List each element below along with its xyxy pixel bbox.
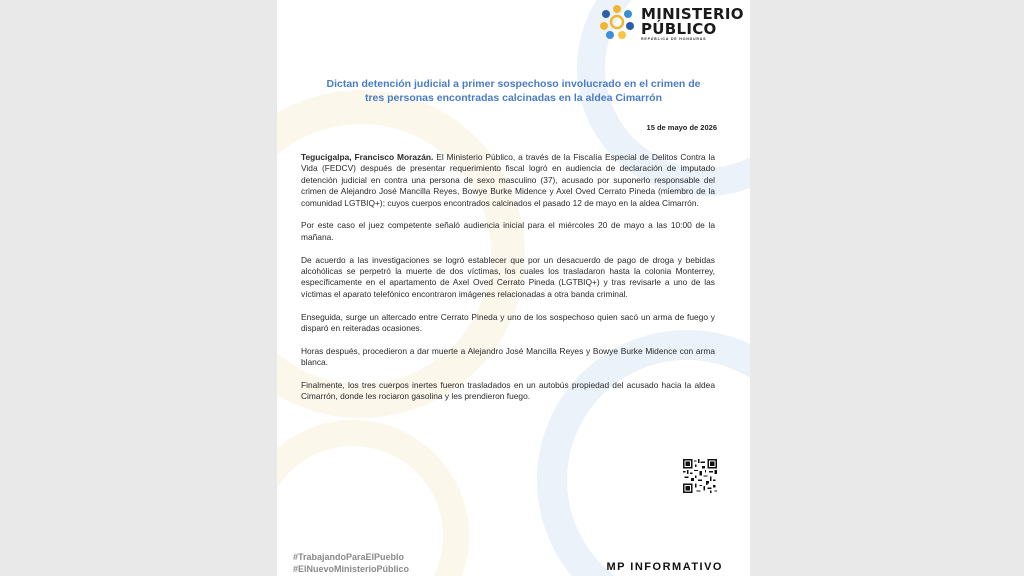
press-release-page — [277, 0, 750, 576]
release-date: 15 de mayo de 2026 — [646, 123, 717, 132]
paragraph: Finalmente, los tres cuerpos inertes fueron trasladados en un autobús propiedad del acusado hacia la aldea Cimarrón, donde les rociaron gasolina y les prendieron fuego. — [301, 380, 715, 402]
mp-informativo-brand: MP INFORMATIVO — [606, 561, 723, 573]
headline: Dictan detención judicial a primer sospechoso involucrado en el crimen de tres personas encontradas calcinadas en la aldea Cimarrón — [326, 78, 701, 104]
paragraph: De acuerdo a las investigaciones se logró establecer que por un desacuerdo de pago de droga y bebidas alcohólicas se perpetró la muerte de dos víctimas, los cuales los trasladaron hasta la colonia Monterrey, específicamente en el apartamento de Axel Oved Cerrato Pineda (LGTBIQ+) y tras revisarle a uno de las víctimas el aparato telefónico encontraron imágenes relacionadas a otra banda criminal. — [301, 254, 715, 299]
paragraph-text: El Ministerio Público, a través de la Fiscalía Especial de Delitos Contra la Vida (FEDCV) después de presentar requerimiento fiscal logró en audiencia de declaración de imputado detención judicial en contra una persona de sexo masculino (37), acusado por suponerlo responsable del crimen de Alejandro José Mancilla Reyes, Bowye Burke Midence y Axel Oved Cerrato Pineda (miembro de la comunidad LGTBIQ+); cuyos cuerpos encontrados calcinados el pasado 12 de mayo en la aldea Cimarrón. — [301, 152, 715, 208]
article-body — [301, 152, 715, 414]
paragraph — [301, 152, 715, 209]
paragraph-lead: Tegucigalpa, Francisco Morazán. — [301, 152, 434, 162]
logo-subtitle: REPÚBLICA DE HONDURAS — [641, 37, 707, 41]
qr-code-icon — [683, 459, 717, 493]
logo-line1: MINISTERIO — [641, 5, 744, 23]
paragraph: Enseguida, surge un altercado entre Cerrato Pineda y uno de los sospechoso quien sacó un arma de fuego y disparó en reiteradas ocasiones. — [301, 311, 715, 334]
paragraph: Horas después, procedieron a dar muerte a Alejandro José Mancilla Reyes y Bowye Burke Midence con arma blanca. — [301, 345, 715, 368]
logo-line2: PÚBLICO — [641, 20, 717, 38]
ministerio-publico-logo-icon — [597, 2, 637, 42]
paragraph: Por este caso el juez competente señaló audiencia inicial para el miércoles 20 de mayo a las 10:00 de la mañana. — [301, 220, 715, 242]
ministerio-publico-logo — [597, 2, 747, 44]
hashtag-trabajando: #TrabajandoParaElPueblo — [293, 552, 405, 562]
hashtag-nuevo-ministerio: #ElNuevoMinisterioPúblico — [293, 564, 410, 574]
